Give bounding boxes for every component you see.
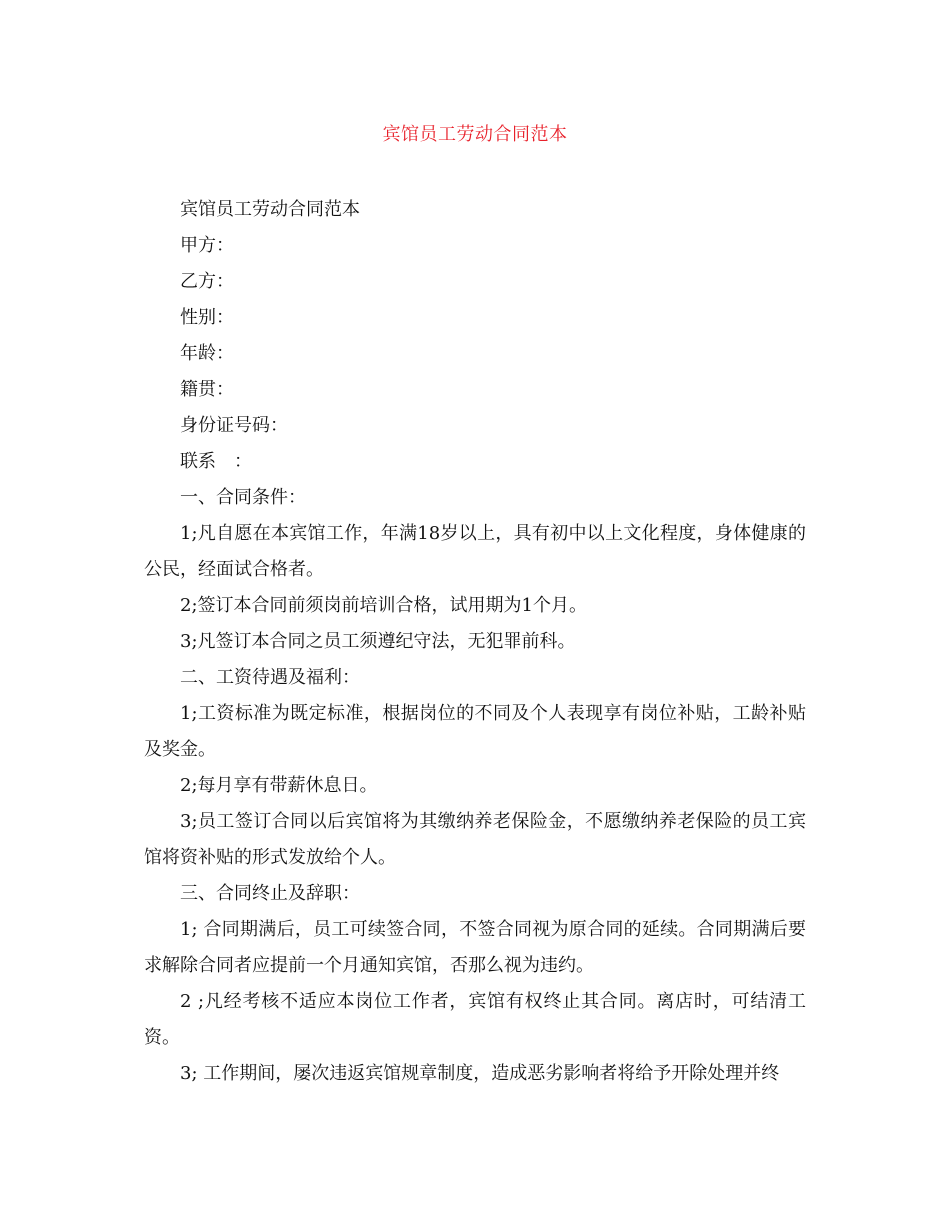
age-field: 年龄： <box>180 343 234 364</box>
clause-paragraph: 3;凡签订本合同之员工须遵纪守法，无犯罪前科。 <box>180 631 576 652</box>
party-a-field: 甲方： <box>180 235 234 256</box>
subtitle-paragraph: 宾馆员工劳动合同范本 <box>180 199 360 220</box>
document-title: 宾馆员工劳动合同范本 <box>382 124 568 145</box>
section-heading-wages: 二、工资待遇及福利： <box>180 667 360 688</box>
id-number-field: 身份证号码： <box>180 415 288 436</box>
party-b-field: 乙方： <box>180 271 234 292</box>
section-heading-conditions: 一、合同条件： <box>180 487 306 508</box>
clause-paragraph: 2;每月享有带薪休息日。 <box>180 775 378 796</box>
contact-field: 联系 ： <box>180 451 252 472</box>
section-heading-termination: 三、合同终止及辞职： <box>180 883 360 904</box>
native-place-field: 籍贯： <box>180 379 234 400</box>
clause-paragraph: 1; 合同期满后，员工可续签合同，不签合同视为原合同的延续。合同期满后要求解除合同者应提前一个月通知宾馆，否那么视为违约。 <box>144 919 806 976</box>
clause-paragraph: 1;凡自愿在本宾馆工作，年满18岁以上，具有初中以上文化程度，身体健康的公民，经面试合格者。 <box>144 523 806 580</box>
clause-paragraph: 2;签订本合同前须岗前培训合格，试用期为1个月。 <box>180 595 587 616</box>
document-body <box>144 192 806 1092</box>
gender-field: 性别： <box>180 307 234 328</box>
clause-paragraph: 3; 工作期间，屡次违返宾馆规章制度，造成恶劣影响者将给予开除处理并终 <box>180 1063 780 1084</box>
clause-paragraph: 2 ;凡经考核不适应本岗位工作者，宾馆有权终止其合同。离店时，可结清工资。 <box>144 991 806 1048</box>
clause-paragraph: 1;工资标准为既定标准，根据岗位的不同及个人表现享有岗位补贴，工龄补贴及奖金。 <box>144 703 806 760</box>
clause-paragraph: 3;员工签订合同以后宾馆将为其缴纳养老保险金，不愿缴纳养老保险的员工宾馆将资补贴的形式发放给个人。 <box>144 811 806 868</box>
